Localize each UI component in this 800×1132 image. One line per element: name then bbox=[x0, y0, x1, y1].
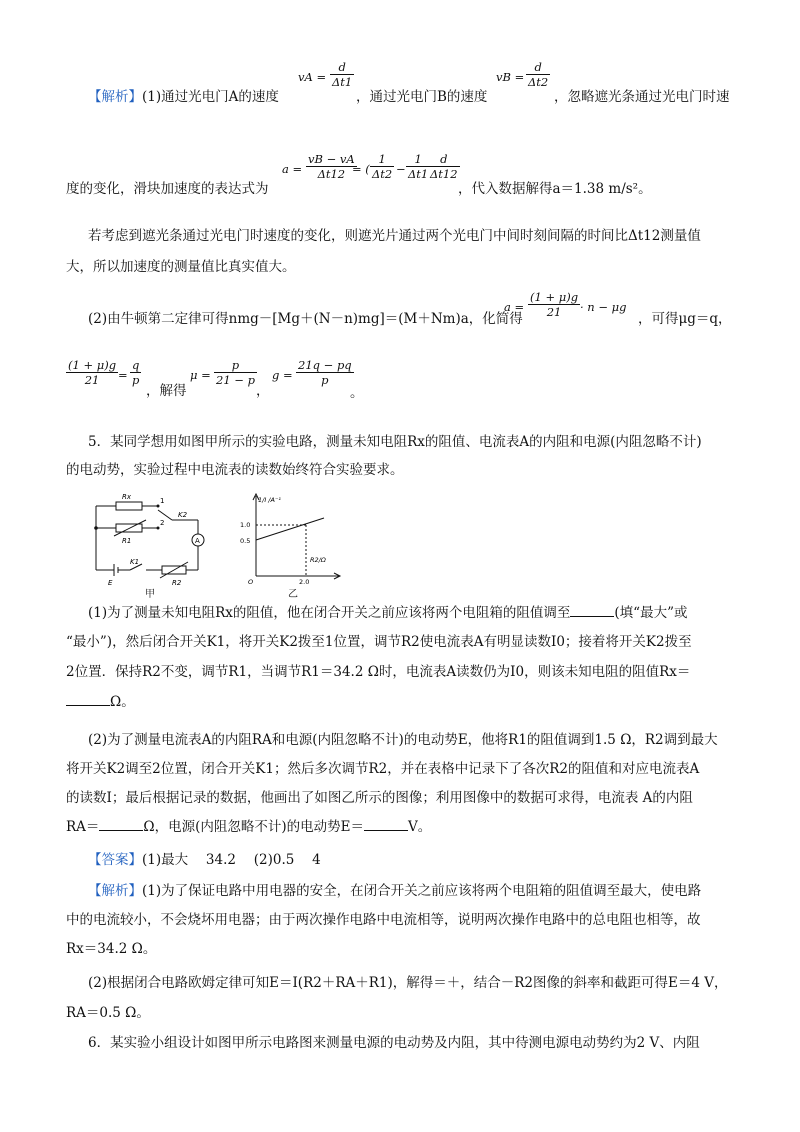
q5-line-2: 的电动势，实验过程中电流表的读数始终符合实验要求。 bbox=[66, 462, 404, 478]
caption-jia: 甲 bbox=[145, 589, 155, 600]
answer-blank-4[interactable] bbox=[364, 818, 408, 831]
q5-s2-line-1: (2)为了测量电流表A的内阻RA和电源(内阻忽略不计)的电动势E，他将R1的阻值调到1.5 Ω，R2调到最大 bbox=[88, 732, 718, 748]
analysis-line-2b: ，代入数据解得a＝1.38 m/s²。 bbox=[458, 181, 652, 197]
analysis2-line-3: Rx＝34.2 Ω。 bbox=[66, 941, 157, 957]
analysis2-tag: 【解析】 bbox=[88, 883, 142, 899]
formula-f1r: $\frac{q}{p}$ bbox=[132, 358, 140, 387]
formula-a2-lhs: a = bbox=[504, 300, 525, 314]
answer-blank-1[interactable] bbox=[570, 604, 614, 617]
q5-line-1: 5．某同学想用如图甲所示的实验电路，测量未知电阻Rx的阻值、电流表A的内阻和电源(内阻忽略不计) bbox=[88, 434, 702, 450]
formula-a-frac: $\frac{vB - vA}{\Delta t12}$ bbox=[308, 152, 355, 181]
formula-a2-frac: $\frac{(1 + \mu)g}{21}$ bbox=[530, 290, 579, 319]
graph-ytick-05: 0.5 bbox=[240, 537, 251, 545]
analysis2-line-1: 【解析】(1)为了保证电路中用电器的安全，在闭合开关之前应该将两个电阻箱的阻值调至最大，使电路 bbox=[88, 883, 702, 899]
analysis-line-1b: ，通过光电门B的速度 bbox=[356, 89, 488, 105]
answer-tag: 【答案】 bbox=[88, 852, 142, 868]
label-r2: R2 bbox=[172, 579, 182, 587]
label-rx: Rx bbox=[122, 493, 132, 501]
analysis2-line-5: RA＝0.5 Ω。 bbox=[66, 1005, 150, 1021]
label-2: 2 bbox=[160, 519, 165, 527]
q5-s2-line-4: RA＝ Ω，电源(内阻忽略不计)的电动势E＝ V。 bbox=[66, 819, 432, 835]
answer-line: 【答案】(1)最大 34.2 (2)0.5 4 bbox=[88, 852, 321, 868]
label-e: E bbox=[108, 579, 113, 587]
analysis-line-5b: ，可得μg＝q， bbox=[638, 311, 732, 327]
analysis-line-2: 度的变化，滑块加速度的表达式为 bbox=[66, 181, 269, 197]
circuit-diagram bbox=[86, 488, 216, 588]
analysis2-line-4: (2)根据闭合电路欧姆定律可知E＝I(R2＋RA＋R1)，解得＝＋，结合－R2图像的斜率和截距可得E＝4 V， bbox=[88, 975, 728, 991]
analysis-tag: 【解析】 bbox=[88, 89, 142, 105]
formula-vb-lhs: vB = bbox=[496, 70, 525, 84]
analysis-line-1c: ，忽略遮光条通过光电门时速 bbox=[554, 89, 730, 105]
formula-f1: $\frac{(1 + \mu)g}{21}$ bbox=[68, 358, 117, 387]
label-k1: K1 bbox=[130, 558, 140, 566]
caption-yi: 乙 bbox=[288, 589, 298, 600]
graph-origin: O bbox=[248, 578, 254, 586]
formula-va-frac: $\frac{d}{\Delta t1}$ bbox=[332, 60, 353, 89]
q5-s1-line-1: (1)为了测量未知电阻Rx的阻值，他在闭合开关之前应该将两个电阻箱的阻值调至 (填“最大”或 bbox=[88, 605, 688, 621]
answer-blank-2[interactable] bbox=[66, 693, 110, 706]
answer-blank-3[interactable] bbox=[99, 818, 143, 831]
formula-g-lhs: g = bbox=[272, 368, 293, 382]
label-ammeter: A bbox=[195, 537, 200, 545]
formula-t1: $\frac{1}{\Delta t2}$ bbox=[372, 152, 393, 181]
analysis-line-3: 若考虑到遮光条通过光电门时速度的变化，则遮光片通过两个光电门中间时刻间隔的时间比Δt12测量值 bbox=[88, 228, 701, 244]
q5-s1-line-2: “最小”)，然后闭合开关K1，将开关K2拨至1位置，调节R2使电流表A有明显读数I0；接着将开关K2拨至 bbox=[66, 634, 692, 650]
formula-vb-frac: $\frac{d}{\Delta t2}$ bbox=[528, 60, 549, 89]
graph-ytick-1: 1.0 bbox=[240, 521, 251, 529]
analysis-line-6b: ， bbox=[256, 383, 270, 399]
q5-s1-line-3: 2位置．保持R2不变，调节R1，当调节R1＝34.2 Ω时，电流表A读数仍为I0，则该未知电阻的阻值Rx＝ bbox=[66, 664, 691, 680]
analysis2-line-2: 中的电流较小，不会烧坏用电器；由于两次操作电路中电流相等，说明两次操作电路中的总电阻也相等，故 bbox=[66, 912, 701, 928]
graph-xlabel: R2/Ω bbox=[310, 556, 326, 564]
analysis-line-6: ，解得 bbox=[146, 383, 187, 399]
q5-s2-line-2: 将开关K2调至2位置，闭合开关K1；然后多次调节R2，并在表格中记录下了各次R2的阻值和对应电流表A bbox=[66, 761, 700, 777]
formula-mu-lhs: μ = bbox=[190, 368, 211, 382]
formula-a-lhs: a = bbox=[282, 162, 303, 176]
q5-s1-line-4: Ω。 bbox=[66, 693, 135, 711]
q6-line-1: 6．某实验小组设计如图甲所示电路图来测量电源的电动势及内阻，其中待测电源电动势约为2 V、内阻 bbox=[88, 1035, 700, 1051]
label-k2: K2 bbox=[178, 511, 188, 519]
formula-a-mid: = ( bbox=[352, 162, 370, 176]
q5-s2-line-3: 的读数I；最后根据记录的数据，他画出了如图乙所示的图像；利用图像中的数据可求得，电流表 A的内阻 bbox=[66, 790, 693, 806]
analysis-line-5: (2)由牛顿第二定律可得nmg－[Mg＋(N－n)mg]＝(M＋Nm)a，化简得 bbox=[88, 311, 523, 327]
graph-ylabel: 1/I /A⁻¹ bbox=[258, 496, 281, 504]
analysis-line-6c: 。 bbox=[350, 385, 364, 401]
formula-t3: $\frac{d}{\Delta t12}$ bbox=[430, 152, 458, 181]
formula-g-frac: $\frac{21q - pq}{p}$ bbox=[298, 358, 352, 387]
formula-t2: $\frac{1}{\Delta t1}$ bbox=[408, 152, 429, 181]
graph-xtick: 2.0 bbox=[299, 578, 310, 586]
label-1: 1 bbox=[160, 497, 165, 505]
analysis-line-4: 大，所以加速度的测量值比真实值大。 bbox=[66, 259, 296, 275]
graph-yi bbox=[236, 490, 346, 586]
formula-a2-tail: · n − μg bbox=[580, 300, 627, 314]
analysis-line-1: 【解析】(1)通过光电门A的速度 bbox=[88, 89, 279, 105]
formula-minus: − bbox=[396, 162, 406, 176]
formula-mu-frac: $\frac{p}{21 - p}$ bbox=[216, 358, 255, 387]
formula-f1-eq: = bbox=[118, 368, 128, 382]
label-r1: R1 bbox=[122, 537, 132, 545]
